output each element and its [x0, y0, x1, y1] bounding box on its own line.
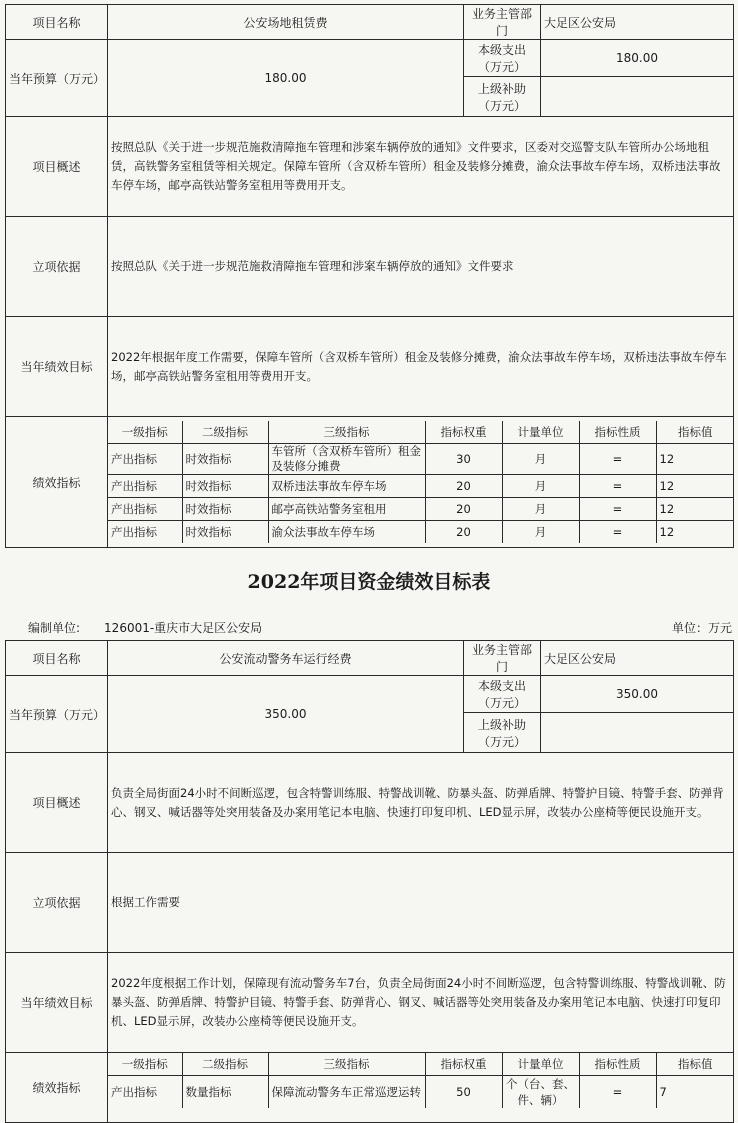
indicator-level2: 时效指标 [182, 475, 268, 498]
own-expense-value: 180.00 [541, 40, 734, 77]
indicator-weight: 20 [425, 475, 502, 498]
indicator-level1: 产出指标 [108, 444, 182, 475]
project-table-2 [5, 640, 734, 1123]
label-project-name: 项目名称 [6, 641, 108, 676]
label-own-expense: 本级支出（万元） [464, 676, 541, 713]
label-basis: 立项依据 [6, 217, 108, 317]
indicator-nature: = [579, 1076, 656, 1109]
indicator-nature: = [579, 444, 656, 475]
indicator-level2: 时效指标 [182, 498, 268, 521]
indicator-header-row [108, 421, 734, 444]
project-name: 公安流动警务车运行经费 [108, 641, 464, 676]
indicator-level1: 产出指标 [108, 475, 182, 498]
indicator-level3: 车管所（含双桥车管所）租金及装修分摊费 [268, 444, 425, 475]
dept-value: 大足区公安局 [541, 5, 734, 40]
indicator-unit: 月 [502, 521, 579, 544]
indicator-level2: 时效指标 [182, 521, 268, 544]
indicator-header-level2: 二级指标 [182, 1053, 268, 1076]
indicator-row [108, 498, 734, 521]
indicator-nature: = [579, 498, 656, 521]
indicator-level1: 产出指标 [108, 521, 182, 544]
label-dept: 业务主管部门 [464, 641, 541, 676]
indicator-header-value: 指标值 [656, 421, 734, 444]
indicator-level3: 双桥违法事故车停车场 [268, 475, 425, 498]
indicator-header-level2: 二级指标 [182, 421, 268, 444]
indicator-header-nature: 指标性质 [579, 421, 656, 444]
indicator-header-level3: 三级指标 [268, 1053, 425, 1076]
label-goal: 当年绩效目标 [6, 317, 108, 417]
indicator-table [108, 421, 734, 543]
indicator-level3: 保障流动警务车正常巡逻运转 [268, 1076, 425, 1109]
label-indicators: 绩效指标 [6, 1053, 108, 1123]
indicator-value: 12 [656, 444, 734, 475]
budget-value: 180.00 [108, 40, 464, 117]
label-own-expense: 本级支出（万元） [464, 40, 541, 77]
goal-text: 2022年度根据工作计划，保障现有流动警务车7台，负责全局街面24小时不间断巡逻，包含特警训练服、特警战训靴、防暴头盔、防弹盾牌、特警护目镜、特警手套、防弹背心、钢叉、喊话器等处突用装备及办案用笔记本电脑、快速打印复印机、LED显示屏，改装办公座椅等便民设施开支。 [108, 953, 734, 1053]
indicator-header-level3: 三级指标 [268, 421, 425, 444]
label-overview: 项目概述 [6, 753, 108, 853]
dept-value: 大足区公安局 [541, 641, 734, 676]
indicator-row [108, 475, 734, 498]
indicator-level3: 邮亭高铁站警务室租用 [268, 498, 425, 521]
indicator-header-level1: 一级指标 [108, 421, 182, 444]
label-budget: 当年预算（万元） [6, 40, 108, 117]
indicator-nature: = [579, 521, 656, 544]
label-overview: 项目概述 [6, 117, 108, 217]
page-title: 2022年项目资金绩效目标表 [247, 571, 491, 593]
upper-subsidy-value [541, 77, 734, 117]
indicator-value: 12 [656, 475, 734, 498]
indicator-header-weight: 指标权重 [425, 1053, 502, 1076]
indicator-header-unit: 计量单位 [502, 421, 579, 444]
compiler-unit: 编制单位: 126001-重庆市大足区公安局 [28, 621, 263, 635]
indicator-unit: 月 [502, 498, 579, 521]
label-upper-subsidy: 上级补助（万元） [464, 713, 541, 753]
overview-text: 按照总队《关于进一步规范施救清障拖车管理和涉案车辆停放的通知》文件要求，区委对交巡警支队车管所办公场地租赁，高铁警务室租赁等相关规定。保障车管所（含双桥车管所）租金及装修分摊费，渝众法事故车停车场，双桥违法事故车停车场，邮亭高铁站警务室租用等费用开支。 [108, 117, 734, 217]
overview-text: 负责全局街面24小时不间断巡逻，包含特警训练服、特警战训靴、防暴头盔、防弹盾牌、特警护目镜、特警手套、防弹背心、钢叉、喊话器等处突用装备及办案用笔记本电脑、快速打印复印机、LED显示屏，改装办公座椅等便民设施开支。 [108, 753, 734, 853]
indicator-weight: 50 [425, 1076, 502, 1109]
indicator-level3: 渝众法事故车停车场 [268, 521, 425, 544]
project-name: 公安场地租赁费 [108, 5, 464, 40]
indicator-header-nature: 指标性质 [579, 1053, 656, 1076]
indicator-unit: 月 [502, 444, 579, 475]
indicator-level1: 产出指标 [108, 1076, 182, 1109]
indicator-weight: 20 [425, 498, 502, 521]
indicator-level2: 时效指标 [182, 444, 268, 475]
label-goal: 当年绩效目标 [6, 953, 108, 1053]
label-budget: 当年预算（万元） [6, 676, 108, 753]
label-upper-subsidy: 上级补助（万元） [464, 77, 541, 117]
goal-text: 2022年根据年度工作需要，保障车管所（含双桥车管所）租金及装修分摊费，渝众法事故车停车场，双桥违法事故车停车场，邮亭高铁站警务室租用等费用开支。 [108, 317, 734, 417]
label-indicators: 绩效指标 [6, 417, 108, 548]
project-table-1 [5, 4, 734, 548]
indicator-value: 7 [656, 1076, 734, 1109]
basis-text: 根据工作需要 [108, 853, 734, 953]
indicator-row [108, 521, 734, 544]
indicator-row [108, 1076, 734, 1109]
indicator-unit: 个（台、套、件、辆） [502, 1076, 579, 1109]
basis-text: 按照总队《关于进一步规范施救清障拖车管理和涉案车辆停放的通知》文件要求 [108, 217, 734, 317]
currency-unit: 单位：万元 [671, 621, 732, 635]
indicator-header-row [108, 1053, 734, 1076]
label-project-name: 项目名称 [6, 5, 108, 40]
indicator-level1: 产出指标 [108, 498, 182, 521]
indicator-value: 12 [656, 521, 734, 544]
label-dept: 业务主管部门 [464, 5, 541, 40]
label-basis: 立项依据 [6, 853, 108, 953]
indicator-table [108, 1053, 734, 1108]
indicator-header-weight: 指标权重 [425, 421, 502, 444]
own-expense-value: 350.00 [541, 676, 734, 713]
budget-value: 350.00 [108, 676, 464, 753]
indicator-weight: 30 [425, 444, 502, 475]
indicator-unit: 月 [502, 475, 579, 498]
indicator-header-value: 指标值 [656, 1053, 734, 1076]
indicator-row [108, 444, 734, 475]
indicator-level2: 数量指标 [182, 1076, 268, 1109]
indicator-weight: 20 [425, 521, 502, 544]
indicator-value: 12 [656, 498, 734, 521]
upper-subsidy-value [541, 713, 734, 753]
indicator-cell [108, 417, 734, 548]
indicator-header-unit: 计量单位 [502, 1053, 579, 1076]
indicator-cell [108, 1053, 734, 1123]
indicator-header-level1: 一级指标 [108, 1053, 182, 1076]
indicator-nature: = [579, 475, 656, 498]
